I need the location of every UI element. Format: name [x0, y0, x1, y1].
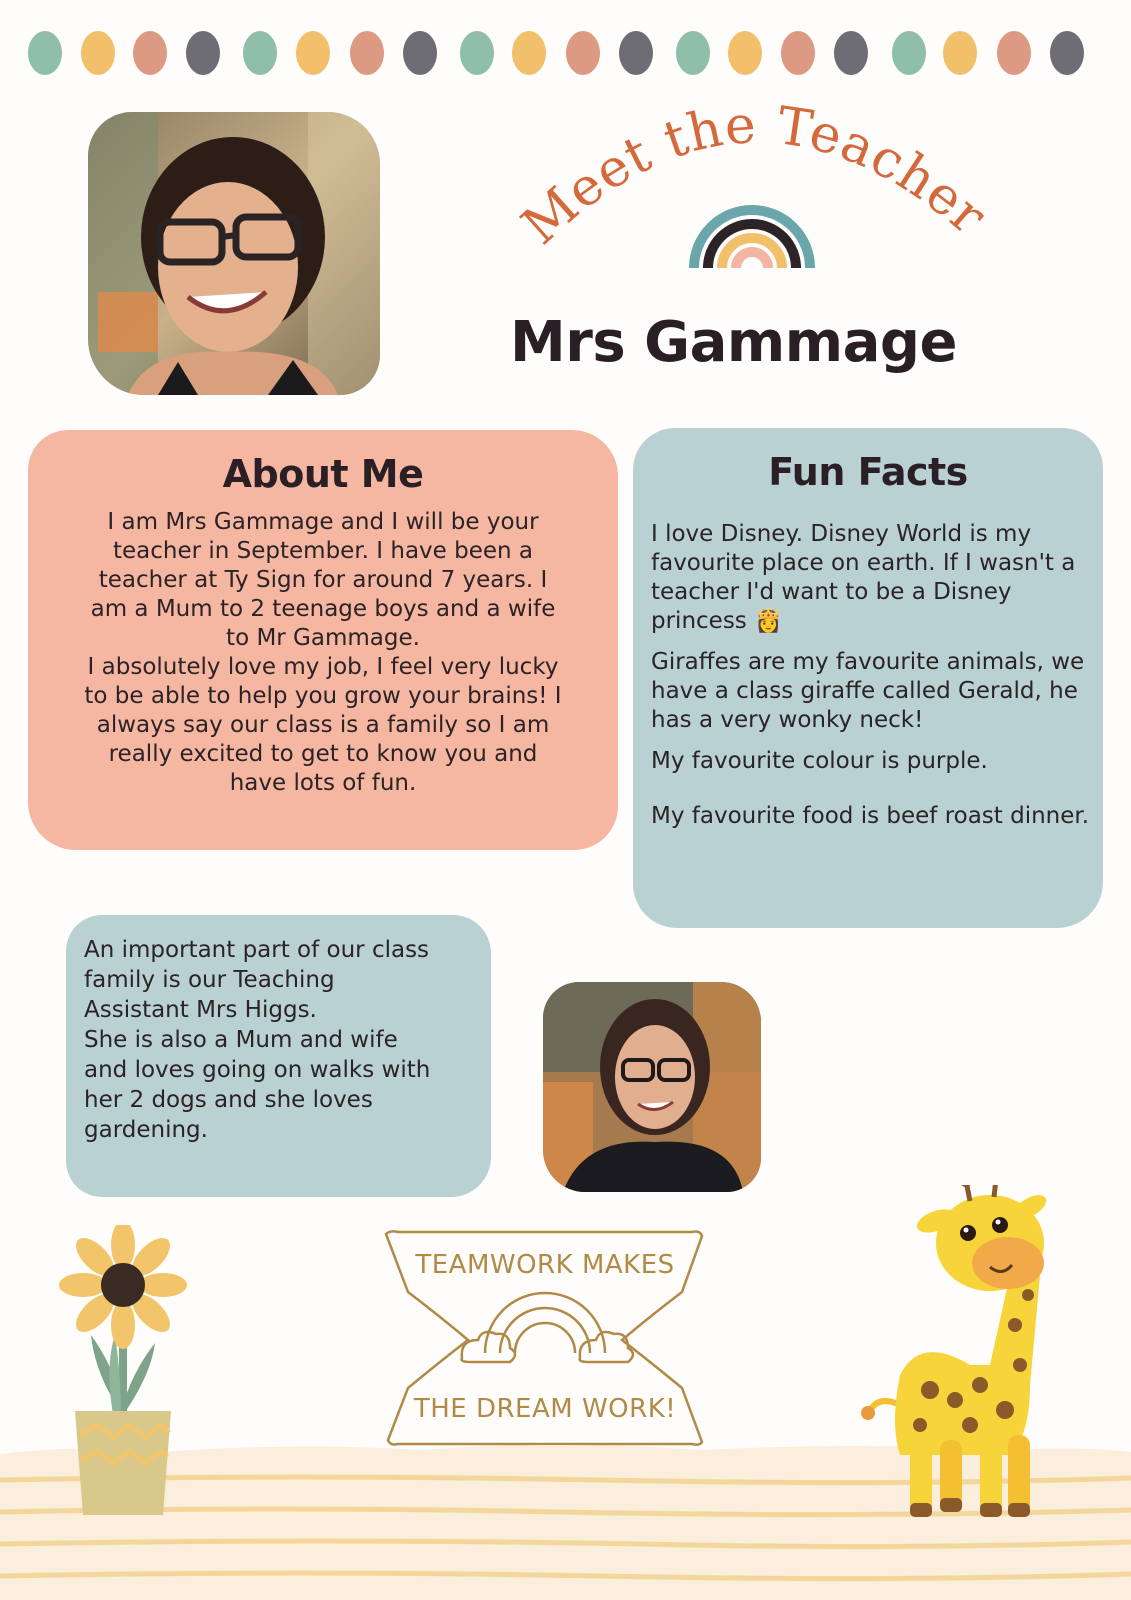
fun-facts-list: [651, 520, 1096, 843]
decorative-dot: [186, 31, 220, 75]
teacher-name: Mrs Gammage: [510, 310, 957, 375]
teamwork-banner: [380, 1228, 710, 1448]
decorative-dot: [460, 31, 494, 75]
svg-text:Meet the Teacher: [511, 95, 998, 256]
banner-bottom-text: THE DREAM WORK!: [413, 1394, 677, 1424]
giraffe-icon: [860, 1185, 1070, 1525]
decorative-dot: [243, 31, 277, 75]
decorative-dot: [296, 31, 330, 75]
decorative-dot: [403, 31, 437, 75]
assistant-photo: [543, 982, 761, 1192]
teacher-photo: [88, 112, 380, 395]
decorative-dot: [566, 31, 600, 75]
decorative-dot: [512, 31, 546, 75]
fun-fact: Giraffes are my favourite animals, we have a class giraffe called Gerald, he has a very wonky neck!: [651, 649, 1085, 733]
fun-facts-title: Fun Facts: [768, 450, 968, 494]
decorative-dot: [350, 31, 384, 75]
about-line: I am Mrs Gammage and I will be your: [107, 509, 539, 535]
decorative-dot: [133, 31, 167, 75]
meet-the-teacher-title: [500, 80, 1020, 280]
decorative-dot: [28, 31, 62, 75]
teaching-assistant-text: An important part of our class family is our Teaching Assistant Mrs Higgs. She is also a Mum and wife and loves going on walks with her 2 dogs and she loves gardening.: [84, 937, 431, 1143]
about-line: to Mr Gammage.: [226, 625, 420, 651]
about-me-text: [46, 508, 600, 798]
fun-fact: I love Disney. Disney World is my favourite place on earth. If I wasn't a teacher I'd want to be a Disney princess 👸: [651, 521, 1076, 634]
title-arc-text: Meet the Teacher: [511, 94, 998, 257]
fun-fact: My favourite food is beef roast dinner.: [651, 803, 1090, 829]
about-line: am a Mum to 2 teenage boys and a wife: [90, 596, 556, 622]
about-line: I absolutely love my job, I feel very lucky: [87, 654, 559, 680]
about-me-card: [28, 430, 618, 850]
about-line: always say our class is a family so I am: [96, 712, 550, 738]
decorative-dot: [997, 31, 1031, 75]
about-line: really excited to get to know you and: [108, 741, 538, 767]
decorative-dot: [728, 31, 762, 75]
decorative-dot: [619, 31, 653, 75]
rainbow-clouds-icon: [462, 1293, 633, 1362]
about-line: teacher in September. I have been a: [112, 538, 534, 564]
decorative-dot: [1050, 31, 1084, 75]
decorative-dot: [943, 31, 977, 75]
about-line: to be able to help you grow your brains! I: [84, 683, 562, 709]
about-line: have lots of fun.: [229, 770, 417, 796]
fun-facts-card: [633, 428, 1103, 928]
about-me-title: About Me: [222, 452, 424, 496]
decorative-dot: [781, 31, 815, 75]
rainbow-icon: [694, 210, 810, 268]
decorative-dot: [892, 31, 926, 75]
fun-fact: My favourite colour is purple.: [651, 748, 988, 774]
decorative-dot: [676, 31, 710, 75]
decorative-dot: [834, 31, 868, 75]
about-line: teacher at Ty Sign for around 7 years. I: [98, 567, 548, 593]
banner-top-text: TEAMWORK MAKES: [415, 1250, 675, 1280]
decorative-dot: [81, 31, 115, 75]
sunflower-icon: [55, 1225, 195, 1525]
teaching-assistant-card: [66, 915, 491, 1197]
